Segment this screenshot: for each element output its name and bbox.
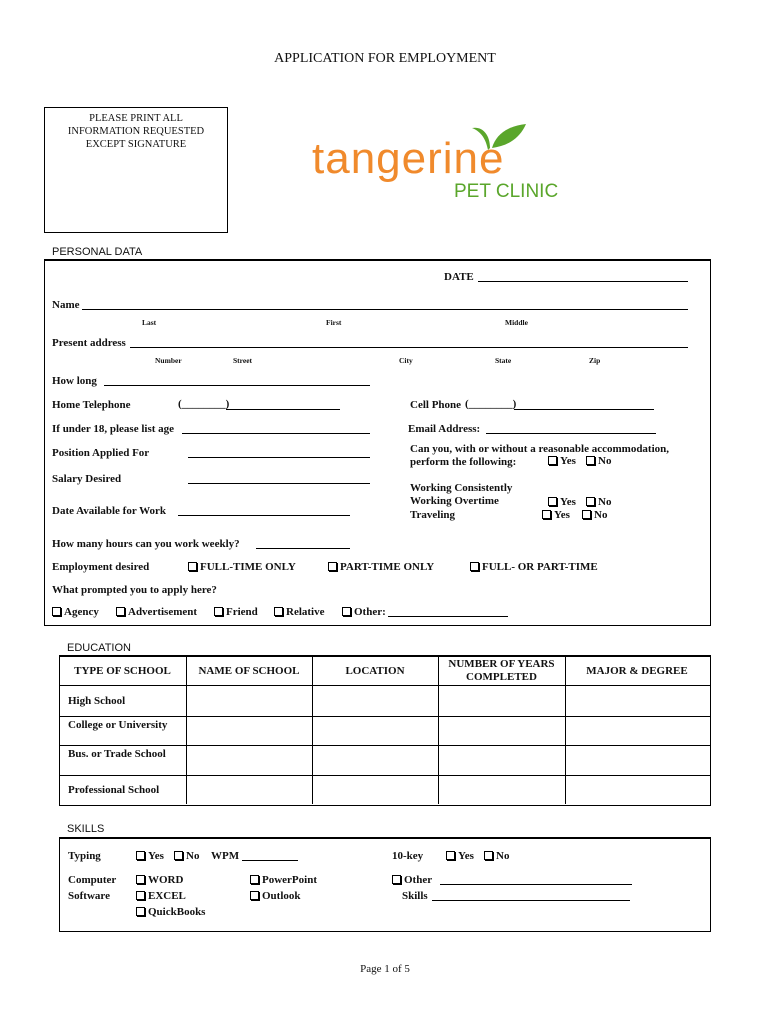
option-label: Agency: [64, 606, 99, 618]
typing-yes-option[interactable]: [136, 850, 164, 863]
home-phone-area: (________): [178, 398, 230, 410]
row-professional-school: Professional School: [68, 784, 160, 796]
header-completed: COMPLETED: [466, 671, 537, 683]
address-zip-label: Zip: [589, 356, 601, 365]
option-label: Other: [404, 874, 433, 886]
logo-sub: PET CLINIC: [454, 181, 559, 202]
option-label: FULL- OR PART-TIME: [482, 561, 598, 573]
option-label: No: [598, 455, 612, 467]
checkbox-icon: [328, 562, 337, 571]
position-label: Position Applied For: [52, 447, 150, 459]
cell-phone-area: (________): [465, 398, 517, 410]
name-field[interactable]: [82, 309, 688, 310]
home-phone-label: Home Telephone: [52, 399, 131, 411]
skills-field[interactable]: [432, 900, 630, 901]
option-label: EXCEL: [148, 890, 186, 902]
print-notice-line-2: INFORMATION REQUESTED: [67, 126, 205, 137]
page-title: APPLICATION FOR EMPLOYMENT: [274, 51, 496, 66]
option-label: No: [598, 496, 612, 508]
how-long-label: How long: [52, 375, 97, 387]
typing-label: Typing: [68, 850, 101, 862]
option-label: Yes: [560, 455, 576, 467]
salary-label: Salary Desired: [52, 473, 122, 485]
name-middle-label: Middle: [505, 318, 528, 327]
option-label: Advertisement: [128, 606, 198, 618]
option-label: Yes: [458, 850, 474, 862]
checkbox-icon: [250, 891, 259, 900]
software-label: Software: [68, 890, 110, 902]
name-first-label: First: [326, 318, 342, 327]
print-notice-line-3: EXCEPT SIGNATURE: [85, 139, 187, 150]
friend-option[interactable]: [214, 606, 258, 619]
header-name-of-school: NAME OF SCHOOL: [198, 665, 300, 677]
wpm-label: WPM: [211, 850, 240, 862]
checkbox-icon: [250, 875, 259, 884]
checkbox-icon: [174, 851, 183, 860]
checkbox-icon: [484, 851, 493, 860]
address-street-label: Street: [233, 356, 253, 365]
option-label: QuickBooks: [148, 906, 206, 918]
checkbox-icon: [136, 891, 145, 900]
typing-no-option[interactable]: [174, 850, 199, 863]
outlook-option[interactable]: [250, 890, 301, 903]
salary-field[interactable]: [188, 483, 370, 484]
powerpoint-option[interactable]: [250, 874, 317, 887]
education-row-divider-1: [59, 716, 710, 717]
checkbox-icon: [136, 907, 145, 916]
task-working-consistently: Working Consistently: [410, 482, 513, 494]
date-label: DATE: [444, 271, 474, 283]
checkbox-icon: [136, 875, 145, 884]
tenkey-yes-option[interactable]: [446, 850, 474, 863]
other-field[interactable]: [388, 616, 508, 617]
checkbox-icon: [446, 851, 455, 860]
address-state-label: State: [495, 356, 512, 365]
skills-label: Skills: [402, 890, 428, 902]
address-field[interactable]: [130, 347, 688, 348]
overtime-no-option[interactable]: [586, 496, 611, 509]
checkbox-icon: [188, 562, 197, 571]
date-field[interactable]: [478, 281, 688, 282]
full-or-part-option[interactable]: [470, 561, 598, 574]
education-section-title: EDUCATION: [67, 642, 131, 654]
header-major-degree: MAJOR & DEGREE: [586, 665, 688, 677]
wpm-field[interactable]: [242, 860, 298, 861]
other-skill-field[interactable]: [440, 884, 632, 885]
checkbox-icon: [392, 875, 401, 884]
email-field[interactable]: [486, 433, 656, 434]
option-label: PART-TIME ONLY: [340, 561, 435, 573]
hours-field[interactable]: [256, 548, 350, 549]
education-col-divider-1: [186, 657, 187, 804]
education-row-divider-2: [59, 745, 710, 746]
how-long-field[interactable]: [104, 385, 370, 386]
checkbox-icon: [214, 607, 223, 616]
option-label: Other:: [354, 606, 386, 618]
under18-field[interactable]: [182, 433, 370, 434]
option-label: Friend: [226, 606, 258, 618]
traveling-yes-option[interactable]: [542, 509, 570, 522]
part-time-option[interactable]: [328, 561, 434, 574]
row-trade-school: Bus. or Trade School: [68, 748, 166, 760]
traveling-no-option[interactable]: [582, 509, 607, 522]
computer-label: Computer: [68, 874, 117, 886]
checkbox-icon: [342, 607, 351, 616]
task-traveling: Traveling: [410, 509, 456, 521]
checkbox-icon: [52, 607, 61, 616]
accommodation-line-2: perform the following:: [410, 456, 517, 468]
word-option[interactable]: [136, 874, 183, 887]
option-label: Outlook: [262, 890, 301, 902]
name-last-label: Last: [142, 318, 157, 327]
relative-option[interactable]: [274, 606, 324, 619]
option-label: WORD: [148, 874, 184, 886]
agency-option[interactable]: [52, 606, 99, 619]
option-label: No: [594, 509, 608, 521]
option-label: Yes: [554, 509, 570, 521]
education-col-divider-2: [312, 657, 313, 804]
cell-phone-label: Cell Phone: [410, 399, 462, 411]
prompted-label: What prompted you to apply here?: [52, 584, 217, 596]
row-college: College or University: [68, 719, 168, 731]
option-label: PowerPoint: [262, 874, 317, 886]
option-label: Relative: [286, 606, 325, 618]
checkbox-icon: [116, 607, 125, 616]
print-notice-box: [44, 107, 228, 233]
under18-label: If under 18, please list age: [52, 423, 175, 435]
checkbox-icon: [136, 851, 145, 860]
hours-label: How many hours can you work weekly?: [52, 538, 240, 550]
name-label: Name: [52, 299, 80, 311]
option-label: Yes: [148, 850, 164, 862]
email-label: Email Address:: [408, 423, 481, 435]
skills-section-title: SKILLS: [67, 823, 105, 835]
available-label: Date Available for Work: [52, 505, 166, 517]
checkbox-icon: [582, 510, 591, 519]
personal-section-title: PERSONAL DATA: [52, 246, 143, 258]
checkbox-icon: [548, 497, 557, 506]
header-number-of-years: NUMBER OF YEARS: [448, 658, 555, 670]
advertisement-option[interactable]: [116, 606, 197, 619]
checkbox-icon: [586, 456, 595, 465]
position-field[interactable]: [188, 457, 370, 458]
row-high-school: High School: [68, 695, 126, 707]
checkbox-icon: [586, 497, 595, 506]
clinic-logo: [312, 122, 574, 208]
tenkey-label: 10-key: [392, 850, 424, 862]
consistent-yes-option[interactable]: [548, 455, 576, 468]
option-label: Yes: [560, 496, 576, 508]
full-time-option[interactable]: [188, 561, 296, 574]
checkbox-icon: [470, 562, 479, 571]
education-col-divider-4: [565, 657, 566, 804]
education-header-divider: [59, 685, 710, 686]
checkbox-icon: [274, 607, 283, 616]
header-type-of-school: TYPE OF SCHOOL: [74, 665, 171, 677]
logo-name: tangerine: [312, 134, 505, 183]
option-label: FULL-TIME ONLY: [200, 561, 296, 573]
address-number-label: Number: [155, 356, 182, 365]
accommodation-line-1: Can you, with or without a reasonable accommodation,: [410, 443, 670, 455]
option-label: No: [496, 850, 510, 862]
other-option[interactable]: [342, 606, 386, 619]
home-phone-field[interactable]: [226, 409, 340, 410]
available-field[interactable]: [178, 515, 350, 516]
other-skill-option[interactable]: [392, 874, 432, 887]
employment-label: Employment desired: [52, 561, 150, 573]
address-label: Present address: [52, 337, 126, 349]
tenkey-no-option[interactable]: [484, 850, 509, 863]
header-location: LOCATION: [345, 665, 405, 677]
print-notice-line-1: PLEASE PRINT ALL: [89, 113, 183, 124]
task-working-overtime: Working Overtime: [410, 495, 499, 507]
quickbooks-option[interactable]: [136, 906, 205, 919]
excel-option[interactable]: [136, 890, 186, 903]
cell-phone-field[interactable]: [514, 409, 654, 410]
option-label: No: [186, 850, 200, 862]
consistent-no-option[interactable]: [586, 455, 611, 468]
checkbox-icon: [542, 510, 551, 519]
education-row-divider-3: [59, 775, 710, 776]
address-city-label: City: [399, 356, 413, 365]
overtime-yes-option[interactable]: [548, 496, 576, 509]
page-number: Page 1 of 5: [360, 963, 410, 975]
checkbox-icon: [548, 456, 557, 465]
